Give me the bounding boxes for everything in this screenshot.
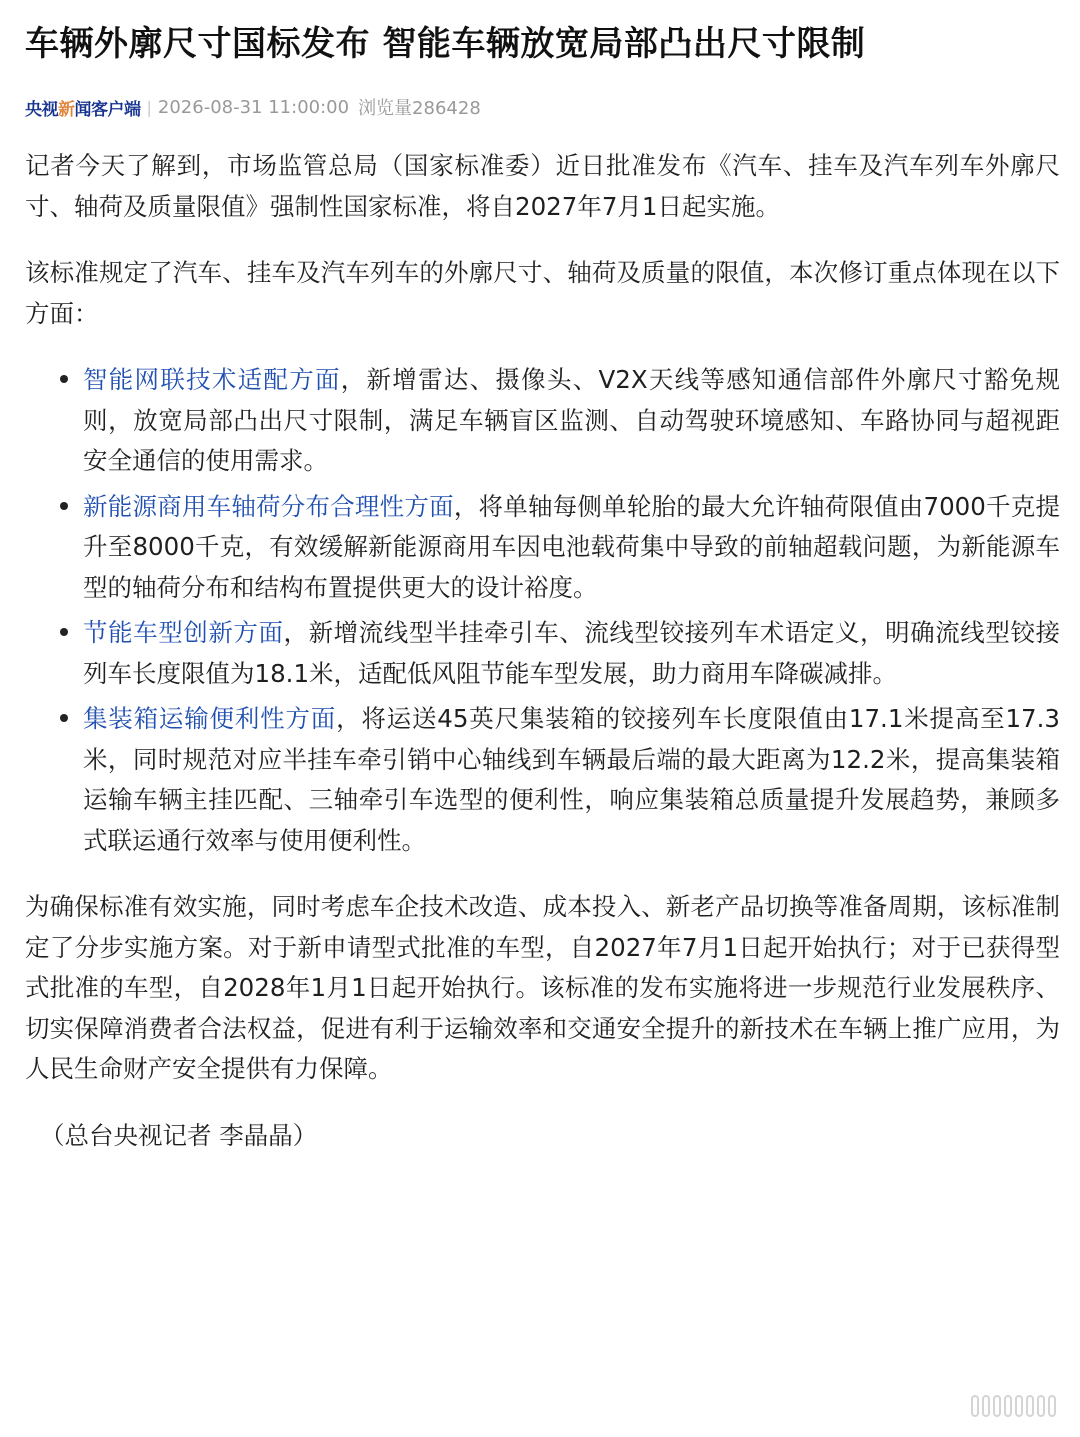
watermark-bar	[993, 1395, 1001, 1417]
source-logo-part2: 新	[58, 99, 75, 120]
bullet-dot	[60, 375, 68, 383]
list-item-text: ，将运送45英尺集装箱的铰接列车长度限值由17.1米提高至17.3米，同时规范对应半挂车牵引销中心轴线到车辆最后端的最大距离为12.2米，提高集装箱运输车辆主挂匹配、三轴牵引车选型的便利性，响应集装箱总质量提升发展趋势，兼顾多式联运通行效率与使用便利性。	[83, 704, 1060, 855]
watermark-bar	[982, 1395, 990, 1417]
publish-datetime: 2026-08-31 11:00:00	[157, 96, 350, 118]
watermark-bar	[1037, 1395, 1045, 1417]
list-item-lead: 集装箱运输便利性方面	[83, 704, 337, 733]
source-logo-part1: 央视	[25, 99, 58, 120]
source-logo-part3: 闻客户端	[74, 99, 141, 120]
article-title: 车辆外廓尺寸国标发布 智能车辆放宽局部凸出尺寸限制	[25, 24, 866, 64]
article-meta	[25, 92, 1060, 122]
revision-points-list	[25, 360, 1060, 861]
watermark-bar	[1026, 1395, 1034, 1417]
source-logo[interactable]	[25, 95, 141, 120]
list-item	[25, 487, 1060, 609]
list-item-text: ，将单轴每侧单轮胎的最大允许轴荷限值由7000千克提升至8000千克，有效缓解新能源商用车因电池载荷集中导致的前轴超载问题，为新能源车型的轴荷分布和结构布置提供更大的设计裕度。	[83, 491, 1061, 602]
bullet-dot	[60, 502, 68, 510]
paragraph-overview: 该标准规定了汽车、挂车及汽车列车的外廓尺寸、轴荷及质量的限值，本次修订重点体现在以下方面：	[25, 258, 1060, 328]
list-item-lead: 新能源商用车轴荷分布合理性方面	[83, 491, 454, 521]
watermark-bar	[1048, 1395, 1056, 1417]
list-item	[25, 613, 1060, 694]
list-item	[25, 360, 1060, 482]
meta-separator: |	[146, 97, 152, 117]
article	[25, 0, 1060, 1156]
watermark-bar	[971, 1395, 979, 1417]
bullet-dot	[60, 628, 68, 636]
bullet-dot	[60, 714, 68, 722]
article-body	[25, 146, 1060, 1090]
view-count: 浏览量286428	[358, 98, 481, 119]
watermark-bar	[1015, 1395, 1023, 1417]
paragraph-intro: 记者今天了解到，市场监管总局（国家标准委）近日批准发布《汽车、挂车及汽车列车外廓尺寸、轴荷及质量限值》强制性国家标准，将自2027年7月1日起实施。	[25, 151, 1060, 221]
list-item-text: ，新增雷达、摄像头、V2X天线等感知通信部件外廓尺寸豁免规则，放宽局部凸出尺寸限制，满足车辆盲区监测、自动驾驶环境感知、车路协同与超视距安全通信的使用需求。	[83, 365, 1060, 475]
list-item	[25, 699, 1060, 861]
paragraph-implementation: 为确保标准有效实施，同时考虑车企技术改造、成本投入、新老产品切换等准备周期，该标准制定了分步实施方案。对于新申请型式批准的车型，自2027年7月1日起开始执行；对于已获得型式批准的车型，自2028年1月1日起开始执行。该标准的发布实施将进一步规范行业发展秩序、切实保障消费者合法权益，促进有利于运输效率和交通安全提升的新技术在车辆上推广应用，为人民生命财产安全提供有力保障。	[25, 892, 1060, 1083]
watermark-bar	[1004, 1395, 1012, 1417]
list-item-lead: 智能网联技术适配方面	[83, 365, 341, 394]
list-item-text: ，新增流线型半挂牵引车、流线型铰接列车术语定义，明确流线型铰接列车长度限值为18.1米，适配低风阻节能车型发展，助力商用车降碳减排。	[83, 618, 1061, 688]
list-item-lead: 节能车型创新方面	[83, 618, 284, 647]
reporter-credit: （总台央视记者 李晶晶）	[40, 1120, 318, 1150]
weibo-watermark-icon	[971, 1393, 1056, 1419]
